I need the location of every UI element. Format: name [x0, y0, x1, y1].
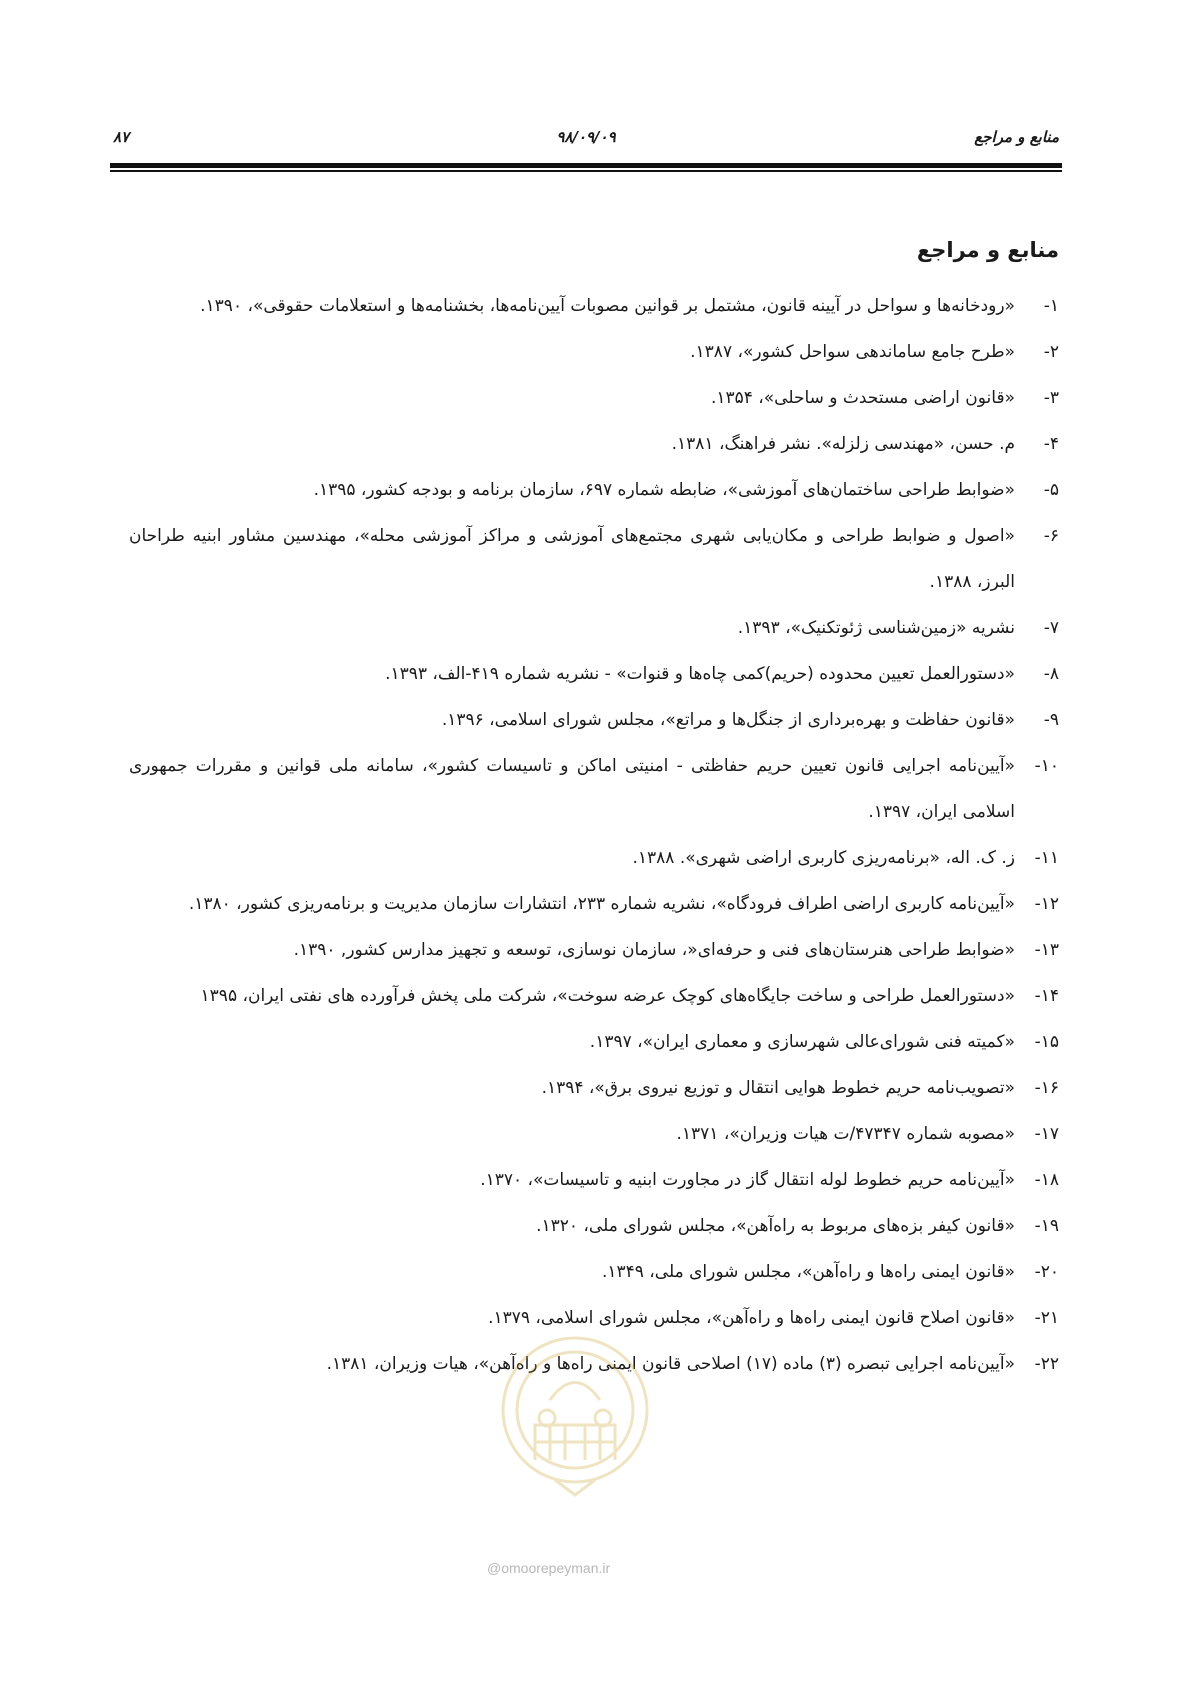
reference-number: ۹- [1043, 710, 1059, 730]
reference-text: «آیین‌نامه اجرایی قانون تعیین حریم حفاظتی - امنیتی اماکن و تاسیسات کشور»، سامانه ملی قوانین و مقررات جمهوری اسلامی ایران، ۱۳۹۷. [129, 756, 1015, 822]
reference-item [129, 467, 1059, 513]
reference-number: ۱۴- [1034, 986, 1059, 1006]
reference-text: «طرح جامع ساماندهی سواحل کشور»، ۱۳۸۷. [690, 342, 1015, 362]
reference-number: ۲۱- [1034, 1308, 1059, 1328]
reference-text: «دستورالعمل طراحی و ساخت جایگاه‌های کوچک عرضه سوخت»، شرکت ملی پخش فرآورده های نفتی ایران، ۱۳۹۵ [200, 986, 1015, 1006]
page-header [113, 128, 1059, 152]
reference-text: «قانون کیفر بزه‌های مربوط به راه‌آهن»، مجلس شورای ملی، ۱۳۲۰. [536, 1216, 1015, 1236]
reference-item [129, 329, 1059, 375]
reference-text: «دستورالعمل تعیین محدوده (حریم)کمی چاه‌ها و قنوات» - نشریه شماره ۴۱۹-الف، ۱۳۹۳. [385, 664, 1015, 684]
reference-text: «ضوابط طراحی ساختمان‌های آموزشی»، ضابطه شماره ۶۹۷، سازمان برنامه و بودجه کشور، ۱۳۹۵. [313, 480, 1015, 500]
reference-text: «کمیته فنی شورای‌عالی شهرسازی و معماری ایران»، ۱۳۹۷. [589, 1032, 1015, 1052]
reference-number: ۸- [1043, 664, 1059, 684]
reference-number: ۱۱- [1034, 848, 1059, 868]
reference-text: «قانون حفاظت و بهره‌برداری از جنگل‌ها و مراتع»، مجلس شورای اسلامی، ۱۳۹۶. [441, 710, 1015, 730]
reference-number: ۳- [1043, 388, 1059, 408]
reference-number: ۷- [1043, 618, 1059, 638]
reference-text: «آیین‌نامه کاربری اراضی اطراف فرودگاه»، نشریه شماره ۲۳۳، انتشارات سازمان مدیریت و برنامه‌ریزی کشور، ۱۳۸۰. [188, 894, 1015, 914]
reference-item [129, 1019, 1059, 1065]
reference-text: «اصول و ضوابط طراحی و مکان‌یابی شهری مجتمع‌های آموزشی و مراکز آموزشی محله»، مهندسین مشاور ابنیه طراحان البرز، ۱۳۸۸. [129, 526, 1015, 592]
reference-number: ۱۷- [1034, 1124, 1059, 1144]
reference-item [129, 421, 1059, 467]
page-number: ۸۷ [113, 128, 130, 146]
reference-item [129, 927, 1059, 973]
reference-list [129, 283, 1059, 1387]
reference-number: ۲۰- [1034, 1262, 1059, 1282]
reference-number: ۱۰- [1034, 756, 1059, 776]
watermark-url: @omoorepeyman.ir [487, 1560, 611, 1576]
reference-text: نشریه «زمین‌شناسی ژئوتکنیک»، ۱۳۹۳. [737, 618, 1015, 638]
reference-number: ۲۲- [1034, 1354, 1059, 1374]
reference-number: ۴- [1043, 434, 1059, 454]
reference-number: ۲- [1043, 342, 1059, 362]
reference-text: «قانون اصلاح قانون ایمنی راه‌ها و راه‌آهن»، مجلس شورای اسلامی، ۱۳۷۹. [488, 1308, 1015, 1328]
reference-item [129, 835, 1059, 881]
reference-text: «تصویب‌نامه حریم خطوط هوایی انتقال و توزیع نیروی برق»، ۱۳۹۴. [541, 1078, 1015, 1098]
reference-item [129, 1157, 1059, 1203]
reference-text: «آیین‌نامه حریم خطوط لوله انتقال گاز در مجاورت ابنیه و تاسیسات»، ۱۳۷۰. [480, 1170, 1015, 1190]
reference-number: ۶- [1043, 526, 1059, 546]
header-rule-thick [110, 163, 1062, 168]
reference-text: «رودخانه‌ها و سواحل در آیینه قانون، مشتمل بر قوانین مصوبات آیین‌نامه‌ها، بخشنامه‌ها و استعلامات حقوقی»، ۱۳۹۰. [200, 296, 1015, 316]
reference-item [129, 697, 1059, 743]
reference-item [129, 743, 1059, 835]
reference-text: م. حسن، «مهندسی زلزله». نشر فراهنگ، ۱۳۸۱. [671, 434, 1015, 454]
reference-number: ۱۶- [1034, 1078, 1059, 1098]
reference-item [129, 973, 1059, 1019]
reference-item [129, 1111, 1059, 1157]
reference-text: «قانون اراضی مستحدث و ساحلی»، ۱۳۵۴. [710, 388, 1015, 408]
header-date: ۹۸/۰۹/۰۹ [556, 128, 616, 146]
reference-number: ۱۹- [1034, 1216, 1059, 1236]
reference-text: «قانون ایمنی راه‌ها و راه‌آهن»، مجلس شورای ملی، ۱۳۴۹. [601, 1262, 1015, 1282]
reference-item [129, 1203, 1059, 1249]
reference-item [129, 513, 1059, 605]
running-title: منابع و مراجع [974, 128, 1059, 146]
reference-number: ۱۲- [1034, 894, 1059, 914]
reference-item [129, 881, 1059, 927]
reference-item [129, 1249, 1059, 1295]
reference-text: «ضوابط طراحی هنرستان‌های فنی و حرفه‌ای«، سازمان نوسازی، توسعه و تجهیز مدارس کشور, ۱۳۹۰. [293, 940, 1015, 960]
header-rule-thin [110, 170, 1062, 172]
reference-item [129, 283, 1059, 329]
reference-text: ز. ک. اله، «برنامه‌ریزی کاربری اراضی شهری». ۱۳۸۸. [632, 848, 1015, 868]
reference-number: ۵- [1043, 480, 1059, 500]
reference-item [129, 375, 1059, 421]
reference-item [129, 605, 1059, 651]
reference-text: «مصوبه شماره ۴۷۳۴۷/ت هیات وزیران»، ۱۳۷۱. [676, 1124, 1015, 1144]
reference-item [129, 651, 1059, 697]
reference-item [129, 1065, 1059, 1111]
reference-number: ۱۳- [1034, 940, 1059, 960]
reference-number: ۱۵- [1034, 1032, 1059, 1052]
reference-number: ۱- [1043, 296, 1059, 316]
section-title: منابع و مراجع [916, 238, 1059, 262]
reference-text: «آیین‌نامه اجرایی تبصره (۳) ماده (۱۷) اصلاحی قانون ایمنی راه‌ها و راه‌آهن»، هیات وزیران، ۱۳۸۱. [326, 1354, 1015, 1374]
reference-number: ۱۸- [1034, 1170, 1059, 1190]
law-office-seal-icon [495, 1330, 655, 1505]
